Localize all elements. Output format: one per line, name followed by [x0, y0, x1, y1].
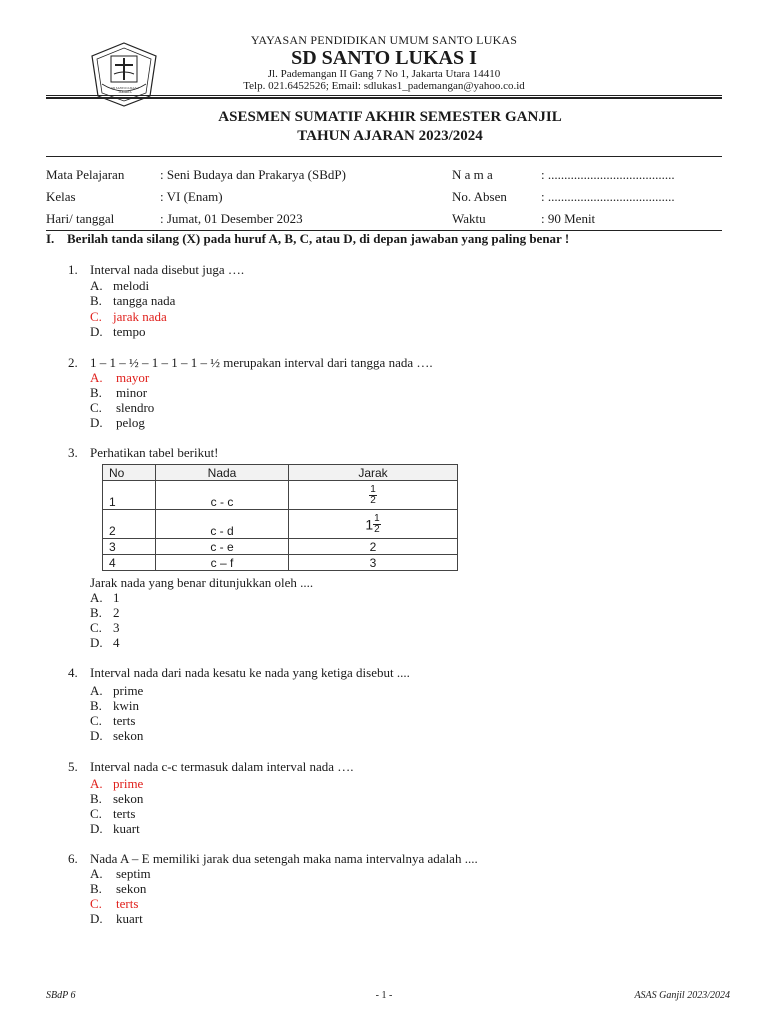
- option-letter: A.: [90, 866, 103, 881]
- table-header-no: No: [103, 465, 156, 481]
- option-text: prime: [113, 683, 144, 698]
- option-letter: B.: [90, 293, 102, 308]
- school-address: Jl. Pademangan II Gang 7 No 1, Jakarta Utara 14410: [267, 68, 501, 80]
- question-number: 1.: [68, 262, 78, 277]
- info-label-absen: No. Absen: [452, 189, 507, 204]
- option-text: 3: [113, 620, 120, 635]
- option-row-answer[interactable]: [90, 370, 150, 386]
- option-row[interactable]: [90, 698, 139, 714]
- option-text: mayor: [116, 370, 150, 385]
- option-text: pelog: [116, 415, 145, 430]
- section-roman: I.: [46, 231, 55, 246]
- fraction: [369, 485, 377, 506]
- table-row: [103, 481, 458, 510]
- table-header-nada: Nada: [156, 465, 289, 481]
- question-text: Perhatikan tabel berikut!: [90, 445, 219, 460]
- info-value-class: : VI (Enam): [160, 189, 223, 204]
- option-text: terts: [113, 806, 136, 821]
- question-number: 6.: [68, 851, 78, 866]
- option-letter: A.: [90, 776, 103, 791]
- info-label-date: Hari/ tanggal: [46, 211, 115, 226]
- option-row-answer[interactable]: [90, 309, 167, 325]
- header-divider-top: [46, 95, 722, 96]
- option-letter: C.: [90, 309, 102, 324]
- info-label-name: N a m a: [452, 167, 493, 182]
- option-row[interactable]: [90, 683, 144, 699]
- option-row[interactable]: [90, 635, 120, 651]
- option-letter: A.: [90, 590, 103, 605]
- option-row[interactable]: [90, 400, 155, 416]
- info-value-absen[interactable]: : .......................................: [541, 189, 675, 204]
- option-letter: A.: [90, 278, 103, 293]
- interval-table: [102, 464, 458, 571]
- option-letter: B.: [90, 791, 102, 806]
- question-text: Interval nada c-c termasuk dalam interval nada ….: [90, 759, 354, 774]
- footer-subject: SBdP 6: [46, 990, 76, 1001]
- option-row[interactable]: [90, 620, 120, 636]
- option-row-answer[interactable]: [90, 776, 144, 792]
- question-number: 3.: [68, 445, 78, 460]
- info-value-name[interactable]: : .......................................: [541, 167, 675, 182]
- option-row[interactable]: [90, 590, 120, 606]
- fraction-whole: 1: [365, 516, 374, 532]
- table-cell-nada: c - e: [156, 539, 289, 555]
- option-text: sekon: [116, 881, 147, 896]
- info-value-time: : 90 Menit: [541, 211, 596, 226]
- foundation-name: YAYASAN PENDIDIKAN UMUM SANTO LUKAS: [250, 33, 518, 47]
- question-number: 2.: [68, 355, 78, 370]
- fraction-denominator: 2: [370, 494, 376, 506]
- section-text: Berilah tanda silang (X) pada huruf A, B, C, atau D, di depan jawaban yang paling benar !: [67, 231, 570, 246]
- option-letter: D.: [90, 635, 103, 650]
- table-cell-nada: c - c: [156, 481, 289, 510]
- option-text: melodi: [113, 278, 150, 293]
- option-letter: D.: [90, 415, 103, 430]
- option-letter: B.: [90, 605, 102, 620]
- info-label-subject: Mata Pelajaran: [46, 167, 125, 182]
- fraction-numerator: 1: [374, 512, 380, 524]
- option-letter: B.: [90, 385, 102, 400]
- option-row[interactable]: [90, 324, 146, 340]
- table-header-row: [103, 465, 458, 481]
- option-text: prime: [113, 776, 144, 791]
- question-text: Nada A – E memiliki jarak dua setengah maka nama intervalnya adalah ....: [90, 851, 478, 866]
- logo-caption: SD SANTO LUKAS 1 JAKARTA: [111, 86, 139, 94]
- option-row[interactable]: [90, 713, 136, 729]
- option-text: kuart: [116, 911, 143, 926]
- info-label-class: Kelas: [46, 189, 76, 204]
- option-row[interactable]: [90, 791, 144, 807]
- option-row[interactable]: [90, 278, 150, 294]
- table-cell-no: 1: [103, 481, 156, 510]
- option-text: kwin: [113, 698, 139, 713]
- table-cell-jarak: 3: [289, 555, 458, 571]
- option-text: jarak nada: [113, 309, 167, 324]
- option-text: 1: [113, 590, 120, 605]
- option-text: 4: [113, 635, 120, 650]
- table-row: [103, 555, 458, 571]
- school-contact: Telp. 021.6452526; Email: sdlukas1_pademangan@yahoo.co.id: [243, 80, 525, 92]
- table-cell-nada: c – f: [156, 555, 289, 571]
- option-row[interactable]: [90, 911, 143, 927]
- school-name: SD SANTO LUKAS I: [291, 47, 477, 69]
- option-letter: C.: [90, 896, 102, 911]
- table-cell-no: 2: [103, 510, 156, 539]
- table-header-jarak: Jarak: [289, 465, 458, 481]
- table-cell-jarak: [289, 481, 458, 510]
- option-row[interactable]: [90, 806, 136, 822]
- option-letter: B.: [90, 881, 102, 896]
- table-cell-no: 4: [103, 555, 156, 571]
- footer-page-number: - 1 -: [375, 990, 393, 1001]
- option-row-answer[interactable]: [90, 896, 139, 912]
- info-value-subject: : Seni Budaya dan Prakarya (SBdP): [160, 167, 346, 182]
- option-row[interactable]: [90, 866, 151, 882]
- option-row[interactable]: [90, 881, 147, 897]
- option-row[interactable]: [90, 385, 148, 401]
- table-cell-jarak: 2: [289, 539, 458, 555]
- table-row: [103, 539, 458, 555]
- option-row[interactable]: [90, 821, 140, 837]
- option-letter: D.: [90, 324, 103, 339]
- header-divider-bottom: [46, 97, 722, 99]
- fraction: [373, 514, 381, 535]
- option-text: septim: [116, 866, 151, 881]
- option-letter: C.: [90, 620, 102, 635]
- exam-title: ASESMEN SUMATIF AKHIR SEMESTER GANJIL: [218, 109, 562, 125]
- option-text: terts: [113, 713, 136, 728]
- option-letter: B.: [90, 698, 102, 713]
- option-letter: C.: [90, 713, 102, 728]
- option-text: kuart: [113, 821, 140, 836]
- option-letter: D.: [90, 728, 103, 743]
- question-text: Interval nada disebut juga ….: [90, 262, 245, 277]
- option-row[interactable]: [90, 728, 144, 744]
- question-number: 5.: [68, 759, 78, 774]
- option-row[interactable]: [90, 605, 120, 621]
- option-text: terts: [116, 896, 139, 911]
- table-cell-jarak: [289, 510, 458, 539]
- option-row[interactable]: [90, 415, 145, 431]
- question-number: 4.: [68, 665, 78, 680]
- option-text: sekon: [113, 791, 144, 806]
- table-cell-nada: c - d: [156, 510, 289, 539]
- option-text: minor: [116, 385, 148, 400]
- option-letter: C.: [90, 400, 102, 415]
- info-label-time: Waktu: [452, 211, 486, 226]
- option-letter: D.: [90, 911, 103, 926]
- question-text: 1 – 1 – ½ – 1 – 1 – 1 – ½ merupakan interval dari tangga nada ….: [90, 355, 433, 370]
- table-row: [103, 510, 458, 539]
- fraction-numerator: 1: [370, 483, 376, 495]
- info-value-date: : Jumat, 01 Desember 2023: [160, 211, 303, 226]
- option-letter: C.: [90, 806, 102, 821]
- option-text: tangga nada: [113, 293, 176, 308]
- info-divider-top: [46, 156, 722, 157]
- option-text: slendro: [116, 400, 155, 415]
- fraction-denominator: 2: [374, 523, 380, 535]
- option-letter: A.: [90, 370, 103, 385]
- question-followup: Jarak nada yang benar ditunjukkan oleh ....: [90, 575, 314, 590]
- option-text: 2: [113, 605, 120, 620]
- option-text: tempo: [113, 324, 146, 339]
- option-text: sekon: [113, 728, 144, 743]
- section-instruction: [46, 231, 570, 247]
- option-row[interactable]: [90, 293, 176, 309]
- table-cell-no: 3: [103, 539, 156, 555]
- question-text: Interval nada dari nada kesatu ke nada yang ketiga disebut ....: [90, 665, 410, 680]
- exam-year: TAHUN AJARAN 2023/2024: [297, 128, 483, 144]
- option-letter: D.: [90, 821, 103, 836]
- footer-exam: ASAS Ganjil 2023/2024: [634, 990, 730, 1001]
- option-letter: A.: [90, 683, 103, 698]
